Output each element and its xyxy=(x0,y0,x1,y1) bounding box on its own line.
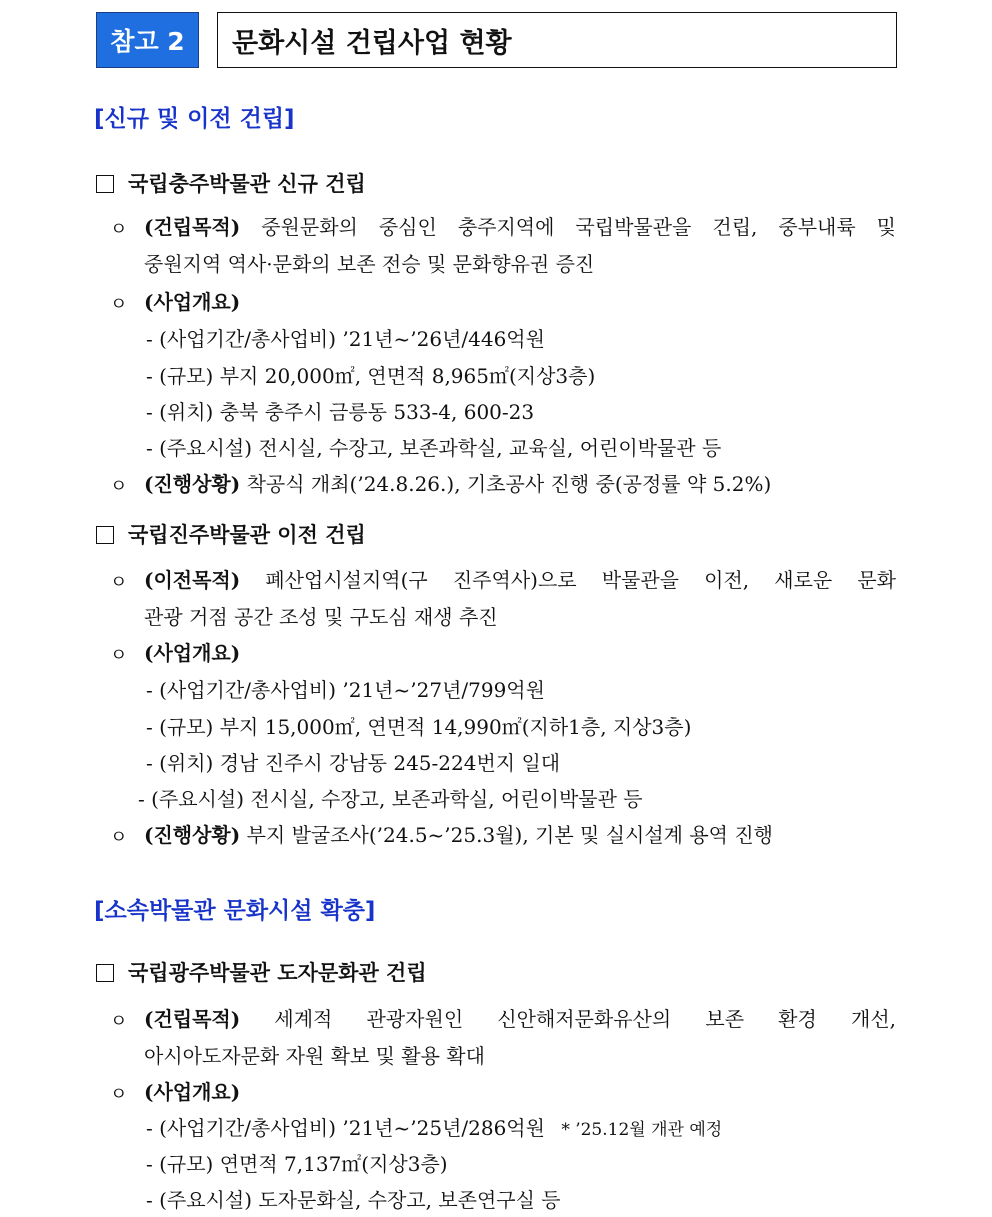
page-title: 문화시설 건립사업 현황 xyxy=(217,12,897,68)
section-heading-expansion: [소속박물관 문화시설 확충] xyxy=(94,898,376,924)
bullet-circle-icon: ㅇ xyxy=(110,827,128,848)
detail-scale: - (규모) 부지 20,000㎡, 연면적 8,965㎡(지상3층) xyxy=(146,364,596,388)
purpose-line-cont: 아시아도자문화 자원 확보 및 활용 확대 xyxy=(144,1044,485,1068)
bullet-circle-icon: ㅇ xyxy=(110,1084,128,1105)
detail-location: - (위치) 충북 충주시 금릉동 533-4, 600-23 xyxy=(146,400,535,424)
bullet-circle-icon: ㅇ xyxy=(110,294,128,315)
project-title-gwangju: 국립광주박물관 도자문화관 건립 xyxy=(96,957,427,987)
status-line: (진행상황) 착공식 개최(’24.8.26.), 기초공사 진행 중(공정률 약 5.2%) xyxy=(144,472,772,496)
project-title-jinju: 국립진주박물관 이전 건립 xyxy=(96,519,366,549)
detail-location: - (위치) 경남 진주시 강남동 245-224번지 일대 xyxy=(146,751,561,775)
purpose-line: (이전목적) 폐산업시설지역(구 진주역사)으로 박물관을 이전, 새로운 문화 xyxy=(144,568,897,592)
bullet-circle-icon: ㅇ xyxy=(110,219,128,240)
overview-label: (사업개요) xyxy=(144,1080,241,1104)
project-title-chungju: 국립충주박물관 신규 건립 xyxy=(96,168,366,198)
bullet-circle-icon: ㅇ xyxy=(110,572,128,593)
detail-period-budget: - (사업기간/총사업비) ’21년~’26년/446억원 xyxy=(146,327,545,351)
page-header xyxy=(96,12,897,68)
purpose-line: (건립목적) 중원문화의 중심인 충주지역에 국립박물관을 건립, 중부내륙 및 xyxy=(144,215,896,239)
detail-facilities: - (주요시설) 도자문화실, 수장고, 보존연구실 등 xyxy=(146,1188,561,1212)
overview-label: (사업개요) xyxy=(144,641,241,665)
purpose-line: (건립목적) 세계적 관광자원인 신안해저문화유산의 보존 환경 개선, xyxy=(144,1007,896,1031)
reference-badge: 참고 2 xyxy=(96,12,199,68)
status-line: (진행상황) 부지 발굴조사(’24.5~’25.3월), 기본 및 실시설계 용역 진행 xyxy=(144,823,773,847)
detail-period-budget: - (사업기간/총사업비) ’21년~’27년/799억원 xyxy=(146,678,545,702)
checkbox-square-icon xyxy=(96,964,114,982)
purpose-line-cont: 중원지역 역사·문화의 보존 전승 및 문화향유권 증진 xyxy=(144,252,595,276)
checkbox-square-icon xyxy=(96,175,114,193)
bullet-circle-icon: ㅇ xyxy=(110,645,128,666)
detail-scale: - (규모) 연면적 7,137㎡(지상3층) xyxy=(146,1152,448,1176)
purpose-line-cont: 관광 거점 공간 조성 및 구도심 재생 추진 xyxy=(144,605,498,629)
checkbox-square-icon xyxy=(96,526,114,544)
detail-period-budget: - (사업기간/총사업비) ’21년~’25년/286억원 * ’25.12월 개관 예정 xyxy=(146,1116,723,1140)
opening-note: * ’25.12월 개관 예정 xyxy=(561,1120,723,1140)
bullet-circle-icon: ㅇ xyxy=(110,476,128,497)
bullet-circle-icon: ㅇ xyxy=(110,1011,128,1032)
detail-facilities: - (주요시설) 전시실, 수장고, 보존과학실, 어린이박물관 등 xyxy=(138,787,643,811)
section-heading-new-relocation: [신규 및 이전 건립] xyxy=(94,106,295,132)
overview-label: (사업개요) xyxy=(144,290,241,314)
detail-scale: - (규모) 부지 15,000㎡, 연면적 14,990㎡(지하1층, 지상3층) xyxy=(146,715,692,739)
detail-facilities: - (주요시설) 전시실, 수장고, 보존과학실, 교육실, 어린이박물관 등 xyxy=(146,436,722,460)
